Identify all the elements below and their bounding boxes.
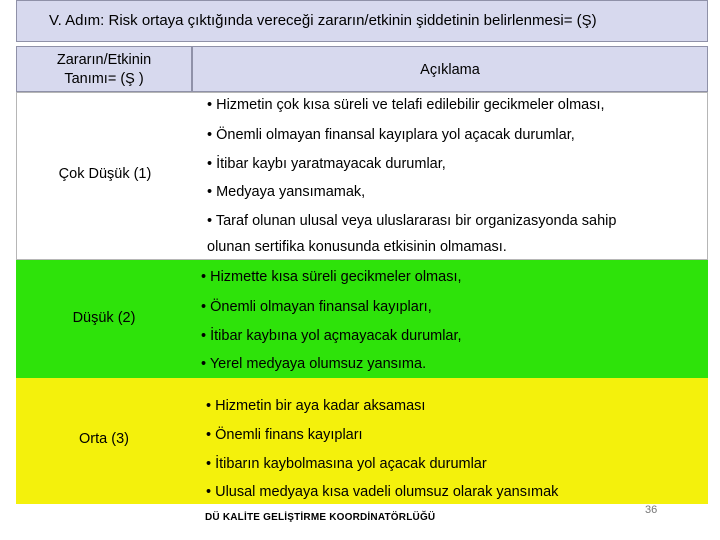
severity-level-label: Çok Düşük (1) [58, 166, 152, 182]
footer-organization: DÜ KALİTE GELİŞTİRME KOORDİNATÖRLÜĞÜ [205, 512, 436, 523]
description-item: • Önemli olmayan finansal kayıpları, [201, 299, 432, 315]
severity-level-label: Düşük (2) [72, 310, 136, 326]
description-item: • İtibarın kaybolmasına yol açacak durumlar [206, 456, 487, 472]
description-item: • Medyaya yansımamak, [207, 184, 366, 200]
header-description: Açıklama [192, 46, 708, 92]
description-item: • Hizmetin çok kısa süreli ve telafi edilebilir gecikmeler olması, [207, 97, 605, 113]
description-item: • Taraf olunan ulusal veya uluslararası bir organizasyonda sahip [207, 213, 617, 229]
description-item: • Önemli olmayan finansal kayıplara yol açacak durumlar, [207, 127, 575, 143]
description-item: • Hizmette kısa süreli gecikmeler olması, [201, 269, 462, 285]
description-item: • Ulusal medyaya kısa vadeli olumsuz olarak yansımak [206, 484, 559, 500]
severity-level-label: Orta (3) [79, 431, 129, 447]
description-item: • İtibar kaybı yaratmayacak durumlar, [207, 156, 446, 172]
description-item-continuation: olunan sertifika konusunda etkisinin olmaması. [207, 239, 507, 255]
description-item: • Yerel medyaya olumsuz yansıma. [201, 356, 427, 372]
header-left-line1: Zararın/Etkinin [56, 52, 152, 68]
description-item: • Önemli finans kayıpları [206, 427, 363, 443]
page-number: 36 [645, 504, 658, 516]
description-item: • Hizmetin bir aya kadar aksaması [206, 398, 426, 414]
slide-title: V. Adım: Risk ortaya çıktığında vereceği zararın/etkinin şiddetinin belirlenmesi= (Ş) [16, 0, 708, 42]
severity-row-very-low [16, 92, 708, 260]
severity-row-medium [16, 378, 708, 504]
header-left-line2: Tanımı= (Ş ) [64, 71, 144, 87]
description-item: • İtibar kaybına yol açmayacak durumlar, [201, 328, 462, 344]
severity-row-low [16, 260, 708, 378]
header-severity-definition [16, 46, 192, 92]
